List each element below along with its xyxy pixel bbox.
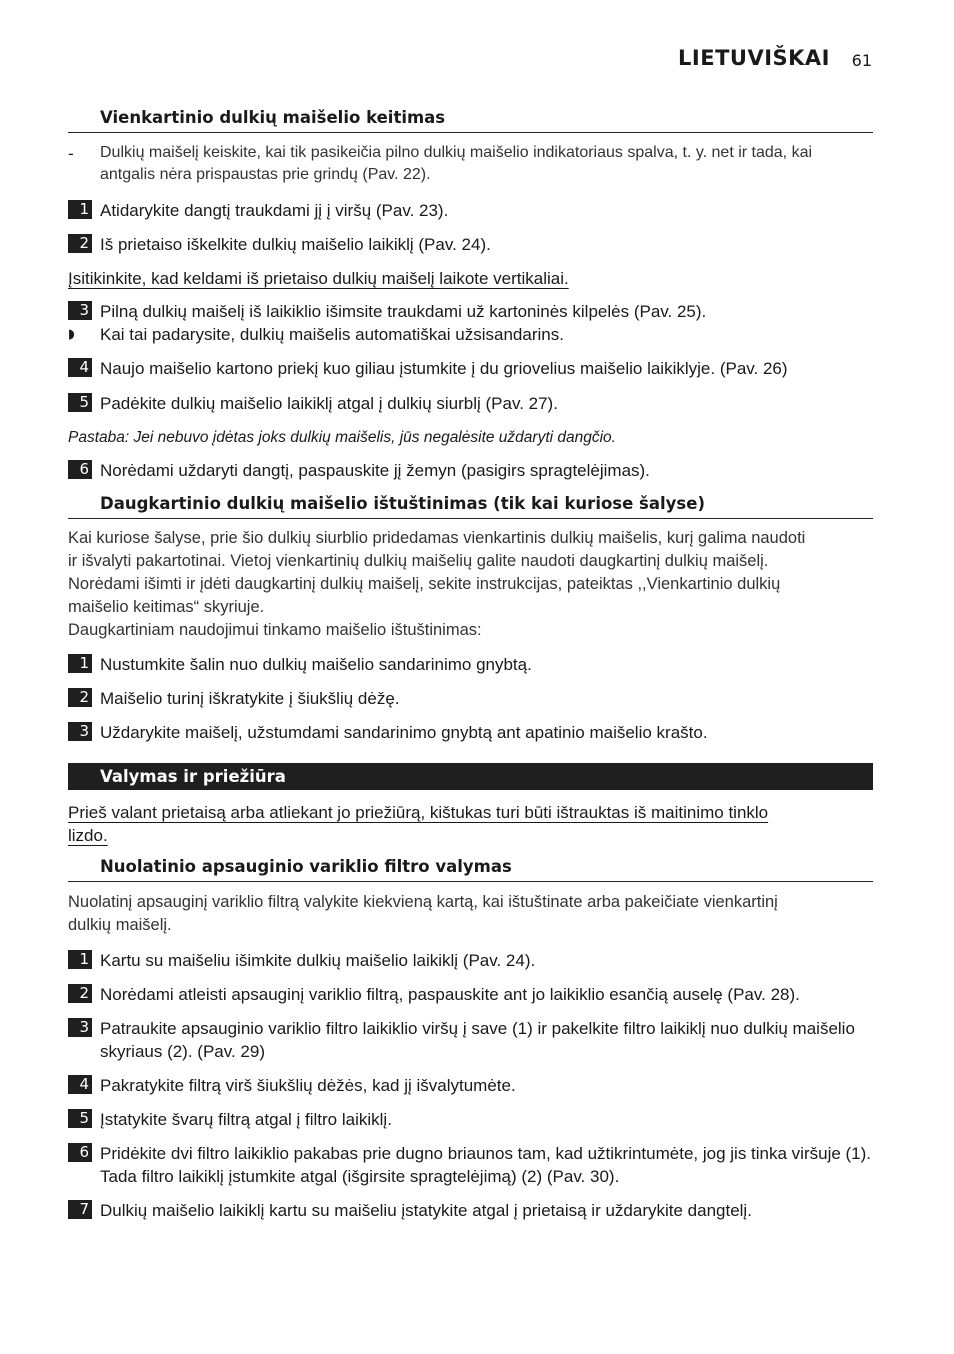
paragraph-line: Daugkartiniam naudojimui tinkamo maišelio ištuštinimas: [68,621,482,639]
step-number: 3 [68,1018,92,1037]
step-number: 3 [68,301,92,320]
intro-text: Dulkių maišelį keiskite, kai tik pasikeičia pilno dulkių maišelio indikatoriaus spalva, t. y. net ir tada, kai antgalis nėra prispaustas prie grindų (Pav. 22). [100,144,813,183]
warning-line: lizdo. [68,826,108,845]
result-text: Kai tai padarysite, dulkių maišelis automatiškai užsisandarins. [100,325,564,344]
step-number: 5 [68,1109,92,1128]
warning-line: Prieš valant prietaisą arba atliekant jo priežiūrą, kištukas turi būti ištrauktas iš maitinimo tinklo [68,803,769,822]
step-text: Įstatykite švarų filtrą atgal į filtro laikiklį. [100,1110,392,1129]
page-number: 61 [851,51,872,70]
step-number: 4 [68,358,92,377]
step-number: 1 [68,950,92,969]
paragraph-line: ir išvalyti pakartotinai. Vietoj vienkartinių dulkių maišelių galite naudoti daugkartinį dulkių maišelį. [68,552,769,570]
step-number: 2 [68,688,92,707]
step-text: Norėdami atleisti apsauginį variklio filtrą, paspauskite ant jo laikiklio esančią auselę (Pav. 28). [100,985,800,1004]
paragraph-line: Nuolatinį apsauginį variklio filtrą valykite kiekvieną kartą, kai ištuštinate arba pakeičiate vienkartinį [68,893,778,911]
paragraph-line: maišelio keitimas“ skyriuje. [68,598,265,616]
step-text: Atidarykite dangtį traukdami jį į viršų (Pav. 23). [100,201,449,220]
note-text: Pastaba: Jei nebuvo įdėtas joks dulkių maišelis, jūs negalėsite uždaryti dangčio. [68,429,616,446]
language-heading: LIETUVIŠKAI [678,46,830,70]
section-title-reusable-bag: Daugkartinio dulkių maišelio ištuštinimas (tik kai kuriose šalyse) [68,494,873,519]
step-number: 2 [68,984,92,1003]
step-text: Uždarykite maišelį, užstumdami sandarinimo gnybtą ant apatinio maišelio krašto. [100,723,708,742]
step-text: Pridėkite dvi filtro laikiklio pakabas prie dugno briaunos tam, kad užtikrintumėte, jog jis tinka viršuje (1). Tada filtro laikiklį įstumkite atgal (išgirsite spragtelėjimą) (2) (Pav. 30). [100,1144,872,1186]
step-text: Dulkių maišelio laikiklį kartu su maišeliu įstatykite atgal į prietaisą ir uždarykite dangtelį. [100,1201,752,1220]
paragraph-line: Norėdami išimti ir įdėti daugkartinį dulkių maišelį, sekite instrukcijas, pateiktas ,,Vienkartinio dulkių [68,575,781,593]
step-text: Kartu su maišeliu išimkite dulkių maišelio laikiklį (Pav. 24). [100,951,536,970]
step-text: Pilną dulkių maišelį iš laikiklio išimsite traukdami už kartoninės kilpelės (Pav. 25). [100,302,707,321]
step-number: 1 [68,200,92,219]
step-text: Pakratykite filtrą virš šiukšlių dėžės, kad jį išvalytumėte. [100,1076,516,1095]
step-number: 7 [68,1200,92,1219]
section-title-cleaning: Valymas ir priežiūra [68,763,873,790]
step-number: 2 [68,234,92,253]
step-number: 1 [68,654,92,673]
step-text: Norėdami uždaryti dangtį, paspauskite jį žemyn (pasigirs spragtelėjimas). [100,461,650,480]
warning-text: Įsitikinkite, kad keldami iš prietaiso dulkių maišelį laikote vertikaliai. [68,269,569,288]
paragraph-line: Kai kuriose šalyse, prie šio dulkių siurblio pridedamas vienkartinis dulkių maišelis, kurį galima naudoti [68,529,806,547]
step-text: Naujo maišelio kartono priekį kuo giliau įstumkite į du griovelius maišelio laikiklyje. (Pav. 26) [100,359,788,378]
paragraph-line: dulkių maišelį. [68,916,172,934]
step-text: Maišelio turinį iškratykite į šiukšlių dėžę. [100,689,400,708]
step-text: Patraukite apsauginio variklio filtro laikiklio viršų į save (1) ir pakelkite filtro laikiklį nuo dulkių maišelio skyriaus (2). (Pav. 29) [100,1019,855,1061]
step-text: Iš prietaiso iškelkite dulkių maišelio laikiklį (Pav. 24). [100,235,491,254]
step-number: 6 [68,1143,92,1162]
step-number: 3 [68,722,92,741]
bullet-dash: - [68,144,74,163]
step-text: Padėkite dulkių maišelio laikiklį atgal į dulkių siurblį (Pav. 27). [100,394,558,413]
step-text: Nustumkite šalin nuo dulkių maišelio sandarinimo gnybtą. [100,655,532,674]
section-title-bag-replacement: Vienkartinio dulkių maišelio keitimas [68,108,873,133]
result-arrow-icon: ◗ [68,327,75,342]
step-number: 6 [68,460,92,479]
section-title-motor-filter: Nuolatinio apsauginio variklio filtro valymas [68,857,873,882]
step-number: 4 [68,1075,92,1094]
step-number: 5 [68,393,92,412]
